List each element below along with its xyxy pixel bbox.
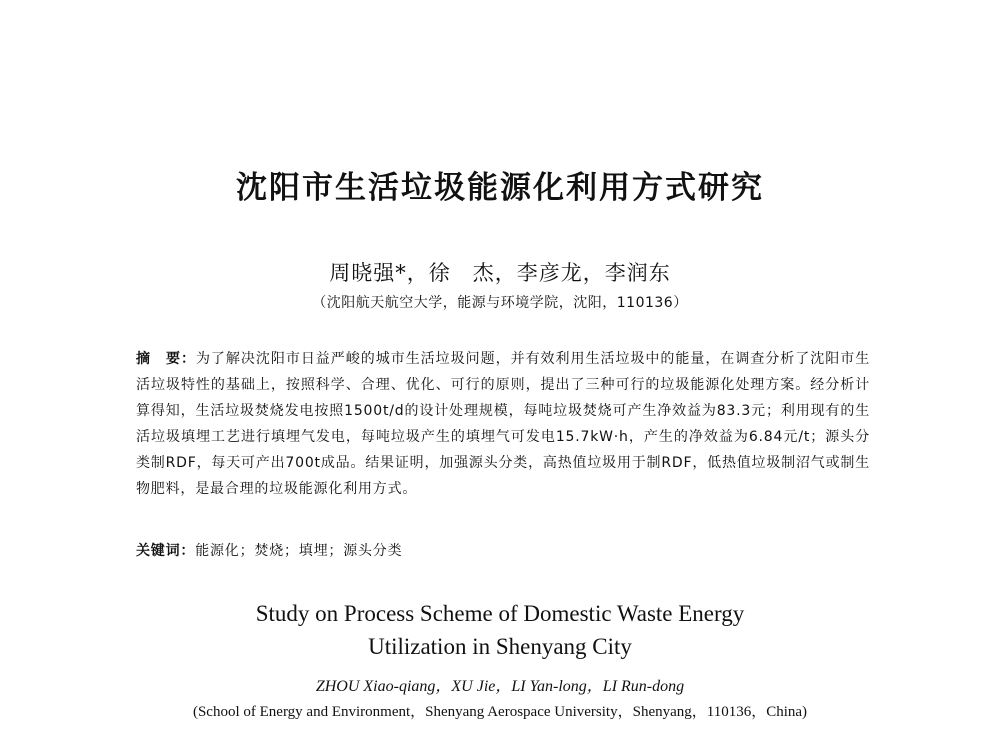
chinese-keywords [136, 541, 870, 561]
abstract-text: 为了解决沈阳市日益严峻的城市生活垃圾问题，并有效利用生活垃圾中的能量，在调查分析了沈阳市生活垃圾特性的基础上，按照科学、合理、优化、可行的原则，提出了三种可行的垃圾能源化处理方案。经分析计算得知，生活垃圾焚烧发电按照1500t/d的设计处理规模，每吨垃圾焚烧可产生净效益为83.3元；利用现有的生活垃圾填埋工艺进行填埋气发电，每吨垃圾产生的填埋气可发电15.7kW·h，产生的净效益为6.84元/t；源头分类制RDF，每天可产出700t成品。结果证明，加强源头分类，高热值垃圾用于制RDF，低热值垃圾制沼气或制生物肥料，是最合理的垃圾能源化利用方式。 [136, 351, 870, 497]
chinese-authors: 周晓强*，徐 杰，李彦龙，李润东 [329, 261, 671, 285]
chinese-title: 沈阳市生活垃圾能源化利用方式研究 [236, 170, 764, 206]
keywords-label: 关键词： [136, 543, 196, 559]
english-affiliation: (School of Energy and Environment，Shenyang Aerospace University，Shenyang，110136，China) [192, 704, 808, 720]
abstract-label: 摘 要： [136, 351, 196, 367]
keywords-text: 能源化；焚烧；填埋；源头分类 [195, 543, 403, 559]
english-title-line-1: Study on Process Scheme of Domestic Waste Energy [255, 601, 745, 626]
chinese-abstract [136, 346, 870, 502]
english-title-line-2: Utilization in Shenyang City [368, 634, 632, 659]
chinese-affiliation: （沈阳航天航空大学，能源与环境学院，沈阳，110136） [312, 295, 688, 311]
english-title [0, 597, 1000, 663]
english-authors: ZHOU Xiao-qiang，XU Jie，LI Yan-long，LI Run-dong [315, 678, 685, 695]
